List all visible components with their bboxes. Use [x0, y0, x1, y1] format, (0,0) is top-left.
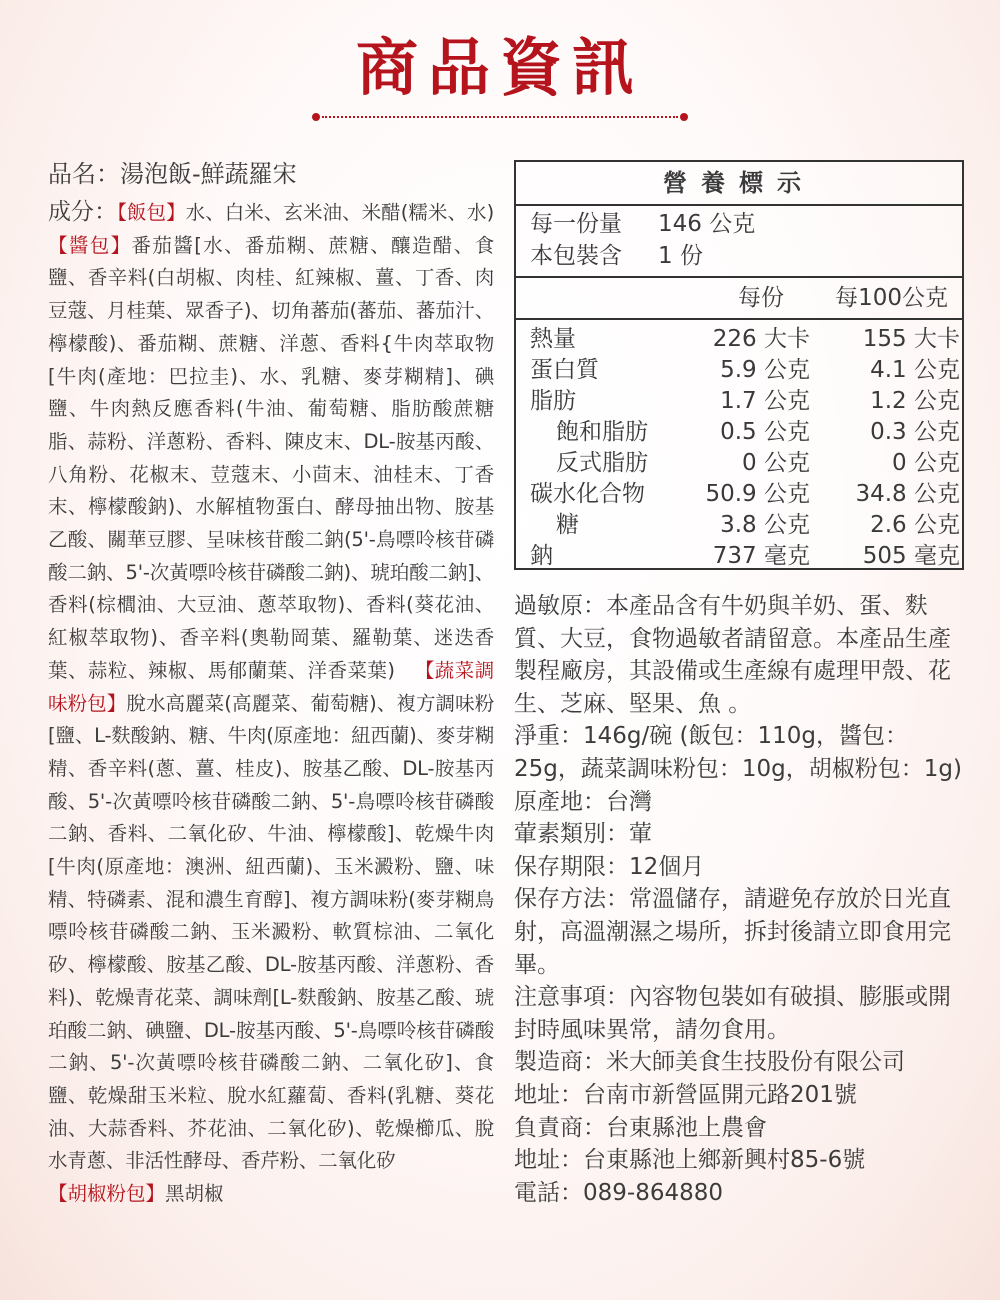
table-row [516, 479, 962, 510]
nutrient-per-100g: 0 公克 [892, 450, 960, 476]
nutrition-table [514, 160, 964, 570]
nutrient-per-serving: 0.5 公克 [720, 419, 810, 445]
sauce-pack-tag: 【醬包】 [48, 233, 132, 257]
net-weight: 淨重：146g/碗 (飯包：110g，醬包：25g，蔬菜調味粉包：10g，胡椒粉包：1g) [514, 723, 962, 782]
servings-value: 1 份 [658, 243, 703, 269]
servings-row [530, 240, 948, 272]
product-details [48, 156, 494, 1210]
shelf-life: 保存期限：12個月 [514, 853, 705, 880]
nutrient-name: 反式脂肪 [556, 450, 648, 476]
nutrient-per-100g: 4.1 公克 [870, 357, 960, 383]
nutrient-per-100g: 155 大卡 [862, 326, 960, 352]
nutrient-per-serving: 226 大卡 [712, 326, 810, 352]
table-row [516, 417, 962, 448]
nutrient-per-100g: 2.6 公克 [870, 512, 960, 538]
nutrition-rows [516, 320, 962, 572]
nutrient-name: 蛋白質 [530, 357, 599, 383]
notice: 注意事項：內容物包裝如有破損、膨脹或開封時風味異常，請勿食用。 [514, 984, 951, 1043]
nutrient-per-100g: 1.2 公克 [870, 388, 960, 414]
pepper-pack-ingredients: 黑胡椒 [165, 1182, 224, 1206]
product-name: 品名：湯泡飯-鮮蔬羅宋 [48, 160, 297, 188]
responsible-party: 負責商：台東縣池上農會 [514, 1114, 767, 1141]
divider-line [322, 116, 678, 118]
table-row [516, 386, 962, 417]
nutrient-name: 脂肪 [530, 388, 576, 414]
divider-dot-left [312, 113, 320, 121]
sauce-pack-ingredients: 番茄醬[水、番茄糊、蔗糖、釀造醋、食鹽、香辛料(白胡椒、肉桂、紅辣椒、薑、丁香、肉豆蔻、月桂葉、眾香子)、切角蕃茄(蕃茄、蕃茄汁、檸檬酸)、番茄糊、蔗糖、洋蔥、香料{牛肉萃取物[牛肉(產地：巴拉圭)、水、乳糖、麥芽糊精]、碘鹽、牛肉熱反應香料(牛油、葡萄糖、脂肪酸蔗糖脂、蒜粉、洋蔥粉、香料、陳皮末、DL-胺基丙酸、八角粉、花椒末、荳蔻末、小茴末、油桂末、丁香末、檸檬酸鈉)、水解植物蛋白、酵母抽出物、胺基乙酸、關華豆膠、呈味核苷酸二鈉(5'-鳥嘌呤核苷磷酸二鈉、5'-次黃嘌呤核苷磷酸二鈉)、琥珀酸二鈉]、香料(棕櫚油、大豆油、蔥萃取物)、香料(葵花油、紅椒萃取物)、香辛料(奧勒岡葉、羅勒葉、迷迭香葉、蒜粒、辣椒、馬郁蘭葉、洋香菜葉) [48, 233, 494, 682]
allergen-info: 過敏原：本產品含有牛奶與羊奶、蛋、麩質、大豆，食物過敏者請留意。本產品生產製程廠房，其設備或生產線有處理甲殼、花生、芝麻、堅果、魚 。 [514, 593, 951, 717]
col-per-serving: 每份 [738, 285, 784, 311]
manufacturer-address: 地址：台南市新營區開元路201號 [514, 1081, 857, 1108]
storage-method: 保存方法：常溫儲存，請避免存放於日光直射，高溫潮濕之場所，拆封後請立即食用完畢。 [514, 886, 951, 978]
nutrient-name: 鈉 [530, 543, 553, 569]
title-divider [312, 112, 688, 122]
nutrient-name: 熱量 [530, 326, 576, 352]
table-row [516, 448, 962, 479]
table-row [516, 510, 962, 541]
responsible-address: 地址：台東縣池上鄉新興村85-6號 [514, 1147, 866, 1174]
pepper-pack [48, 1178, 494, 1210]
ingredients-text [48, 196, 494, 1178]
nutrient-per-serving: 5.9 公克 [720, 357, 810, 383]
nutrient-per-serving: 50.9 公克 [705, 481, 810, 507]
servings-label: 本包裝含 [530, 243, 622, 269]
nutrition-column-headers [516, 278, 962, 320]
serving-size-row [530, 208, 948, 240]
nutrient-per-100g: 34.8 公克 [855, 481, 960, 507]
nutrient-per-100g: 505 毫克 [862, 543, 960, 569]
veg-pack-tag: 【蔬菜調味粉包】 [48, 658, 495, 715]
manufacturer: 製造商：米大師美食生技股份有限公司 [514, 1049, 905, 1076]
origin: 原產地：台灣 [514, 788, 652, 815]
ingredients-lead: 成分： [48, 199, 118, 225]
nutrient-per-serving: 3.8 公克 [720, 512, 810, 538]
table-row [516, 324, 962, 355]
rice-pack-ingredients: 水、白米、玄米油、米醋(糯米、水) [185, 201, 494, 224]
nutrient-per-serving: 1.7 公克 [720, 388, 810, 414]
divider-dot-right [680, 113, 688, 121]
rice-pack-tag: 【飯包】 [117, 201, 186, 224]
serving-size-label: 每一份量 [530, 211, 622, 237]
nutrition-header: 營養標示 [516, 162, 962, 206]
veg-pack-ingredients: 脫水高麗菜(高麗菜、葡萄糖)、複方調味粉[鹽、L-麩酸鈉、糖、牛肉(原產地：紐西蘭)、麥芽糊精、香辛料(蔥、薑、桂皮)、胺基乙酸、DL-胺基丙酸、5'-次黃嘌呤核苷磷酸二鈉、5'-鳥嘌呤核苷磷酸二鈉、香料、二氧化矽、牛油、檸檬酸]、乾燥牛肉[牛肉(原產地：澳洲、紐西蘭)、玉米澱粉、鹽、味精、特磷素、混和濃生育醇]、複方調味粉(麥芽糊鳥嘌呤核苷磷酸二鈉、玉米澱粉、軟質棕油、二氧化矽、檸檬酸、胺基乙酸、DL-胺基丙酸、洋蔥粉、香料)、乾燥青花菜、調味劑[L-麩酸鈉、胺基乙酸、琥珀酸二鈉、碘鹽、DL-胺基丙酸、5'-鳥嘌呤核苷磷酸二鈉、5'-次黃嘌呤核苷磷酸二鈉、二氧化矽]、食鹽、乾燥甜玉米粒、脫水紅蘿蔔、香料(乳糖、葵花油、大蒜香料、芥花油、二氧化矽)、乾燥櫛瓜、脫水青蔥、非活性酵母、香芹粉、二氧化矽 [48, 691, 495, 1173]
nutrient-per-100g: 0.3 公克 [870, 419, 960, 445]
table-row [516, 355, 962, 386]
phone: 電話：089-864880 [514, 1179, 723, 1206]
nutrient-per-serving: 737 毫克 [712, 543, 810, 569]
col-per-100g: 每100公克 [835, 285, 948, 311]
serving-info [516, 206, 962, 278]
nutrient-name: 糖 [556, 512, 579, 538]
nutrient-name: 飽和脂肪 [556, 419, 648, 445]
pepper-pack-tag: 【胡椒粉包】 [48, 1182, 166, 1206]
diet-category: 葷素類別：葷 [514, 821, 652, 848]
serving-size-value: 146 公克 [658, 211, 756, 237]
page-title: 商品資訊 [355, 31, 644, 104]
product-info [514, 590, 964, 1209]
nutrient-name: 碳水化合物 [530, 481, 645, 507]
table-row [516, 541, 962, 572]
nutrient-per-serving: 0 公克 [742, 450, 810, 476]
